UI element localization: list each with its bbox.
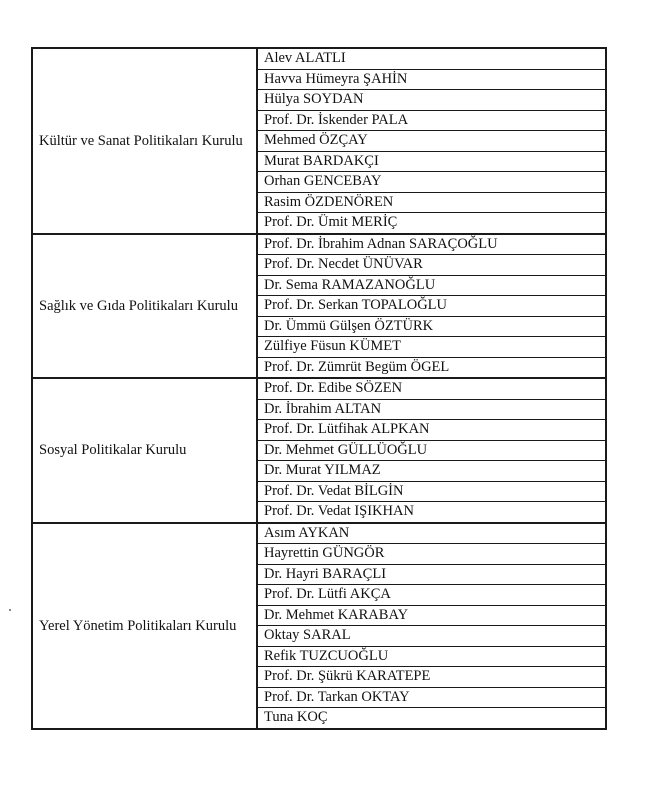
member-name: Havva Hümeyra ŞAHİN (257, 69, 606, 90)
member-name: Orhan GENCEBAY (257, 172, 606, 193)
member-name: Refik TUZCUOĞLU (257, 646, 606, 667)
member-name: Mehmed ÖZÇAY (257, 131, 606, 152)
member-name: Prof. Dr. Lütfihak ALPKAN (257, 420, 606, 441)
member-name: Prof. Dr. Serkan TOPALOĞLU (257, 296, 606, 317)
member-name: Dr. Ümmü Gülşen ÖZTÜRK (257, 316, 606, 337)
table-row (32, 378, 606, 399)
member-name: Oktay SARAL (257, 626, 606, 647)
member-name: Alev ALATLI (257, 48, 606, 69)
councils-table (31, 47, 607, 730)
member-name: Dr. Hayri BARAÇLI (257, 564, 606, 585)
member-name: Dr. İbrahim ALTAN (257, 399, 606, 420)
table-row (32, 234, 606, 255)
member-name: Prof. Dr. İskender PALA (257, 110, 606, 131)
member-name: Prof. Dr. Ümit MERİÇ (257, 213, 606, 234)
member-name: Prof. Dr. Vedat IŞIKHAN (257, 502, 606, 523)
member-name: Dr. Mehmet KARABAY (257, 605, 606, 626)
member-name: Dr. Murat YILMAZ (257, 461, 606, 482)
member-name: Dr. Sema RAMAZANOĞLU (257, 275, 606, 296)
council-name: Yerel Yönetim Politikaları Kurulu (32, 523, 257, 729)
council-name: Sosyal Politikalar Kurulu (32, 378, 257, 523)
councils-table-body (32, 48, 606, 729)
member-name: Prof. Dr. İbrahim Adnan SARAÇOĞLU (257, 234, 606, 255)
member-name: Asım AYKAN (257, 523, 606, 544)
council-name: Sağlık ve Gıda Politikaları Kurulu (32, 234, 257, 379)
member-name: Tuna KOÇ (257, 708, 606, 729)
council-name: Kültür ve Sanat Politikaları Kurulu (32, 48, 257, 234)
table-row (32, 523, 606, 544)
scan-speck (9, 609, 11, 611)
member-name: Prof. Dr. Edibe SÖZEN (257, 378, 606, 399)
table-row (32, 48, 606, 69)
member-name: Prof. Dr. Şükrü KARATEPE (257, 667, 606, 688)
member-name: Prof. Dr. Vedat BİLGİN (257, 481, 606, 502)
member-name: Prof. Dr. Lütfi AKÇA (257, 585, 606, 606)
member-name: Prof. Dr. Tarkan OKTAY (257, 687, 606, 708)
member-name: Prof. Dr. Zümrüt Begüm ÖGEL (257, 357, 606, 378)
member-name: Dr. Mehmet GÜLLÜOĞLU (257, 440, 606, 461)
member-name: Murat BARDAKÇI (257, 151, 606, 172)
member-name: Rasim ÖZDENÖREN (257, 192, 606, 213)
member-name: Hülya SOYDAN (257, 90, 606, 111)
member-name: Prof. Dr. Necdet ÜNÜVAR (257, 255, 606, 276)
member-name: Hayrettin GÜNGÖR (257, 544, 606, 565)
member-name: Zülfiye Füsun KÜMET (257, 337, 606, 358)
